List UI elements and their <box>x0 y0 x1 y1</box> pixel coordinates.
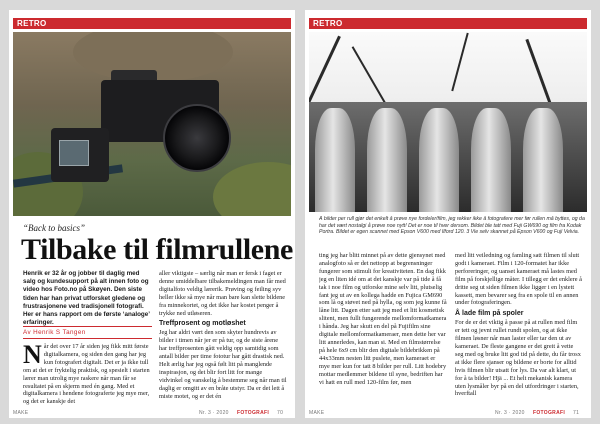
section-bar <box>309 18 587 29</box>
footer-issue: Nr. 3 · 2020 <box>495 410 525 416</box>
body-text: aller viktigste – særlig når man er fersk i faget er denne umiddelbare tilbakemeldingen man får med digitalfoto veldig lærerik. Prøving og feiling syv heller ikke så mye når man bare kan slette bildene fra minnekortet, og det ikke har kostet penger å trykke ned utløseren. <box>159 270 286 317</box>
page-number: 71 <box>573 410 580 416</box>
footer-brand-text: FOTOGRAFI <box>237 410 270 416</box>
body-column-1 <box>23 343 152 409</box>
page-number: 70 <box>277 410 284 416</box>
subheading: Treffprosent og motløshet <box>159 320 246 328</box>
building-bay <box>367 108 407 212</box>
article-kicker: “Back to basics” <box>23 223 85 233</box>
body-text: ting jeg har blitt minnet på av dette gjensynet med analogfoto så er det nettopp at begrensninger fungerer som stimuli for kreativiteten. En dag fikk jeg en liten idé om at det kanskje var på tide å få tak i noe film og utforske mine selv litt, plutselig fant jeg ut av en kollega hadde en Fujica GM690 som lå og støvet ned på hylla, og som jeg kunne få låne litt. Dagen etter satt jeg med et litt kosmetisk slitent, men fullt fungerende mellomformatkamera i hånda. Jeg har skutt en del på Fujifilm sine digitale mellomformatkameraer, men dette her var litt annerledes, kan man si. Med en filmstørrelse på hele 6x9 cm blir den digitale bildebrikken på 44x33mm nesten litt puslete, men kameraet er mye mer kun for tatt 8 bilder per rull. Litt hodebry mottar medlemmer bildene til syne, bedriften har vi hatt en rull med 120-film før, men <box>319 252 447 386</box>
body-column-3 <box>319 252 447 408</box>
section-label: RETRO <box>313 19 343 28</box>
article-headline: Tilbake til filmrullene <box>21 233 293 266</box>
building-bay <box>419 108 459 212</box>
body-text: For de er det viktig å passe på at rullen med film er tett og jevnt rullet rundt spolen, og at ikke filmen løsner når man laster eller tar den ut av kameraet. De fleste gangene er det greit å vette seg med og bruke litt god tid på dette, du får trosx at ikke flere sjanser og bildene er borte for alltid hvis filmen blir utsatt for lys. Da var alt klart, ut for å ta bilder! Hjä ... Et helt mekanisk kamera uten lysmåler byr på en del utfordringer i starten, hverftall <box>455 319 581 398</box>
byline-rule-bottom <box>23 338 152 339</box>
left-page <box>9 10 295 418</box>
subheading: Å lade film på spoler <box>455 310 524 318</box>
footer-issue: Nr. 3 · 2020 <box>199 410 229 416</box>
footer-magazine: MAKE <box>309 410 325 416</box>
photo-caption: Å bilder per rull gjør det enkelt å prøve nye fordeler/film, jeg rekker ikke å fotografere mer før rullen må byttes, og da har det vært nostalgi å prøve noe nytt! Det er noe til hver dersom. Bildet ble tatt med Fuji GW690 og film fra Kodak Portra. Bildet er egen scannet med Epson V600 med Ilford 120. 3 Vie selv skannet på Epson V600 og Fuji Velvia. <box>319 216 585 236</box>
building-bay <box>523 108 563 212</box>
footer-brand <box>533 410 565 416</box>
digital-back-screen <box>59 140 89 166</box>
building-bay <box>471 108 511 212</box>
body-text: Jeg har aldri vært den som skyter hundrevis av bilder i timen når jer er på tur, og de siste årene har treffprosenten gått veldig opp samtidig som antall bilder per time fototur har gått drastisk ned. Helt ærlig har jeg også følt litt på manglende inspirasjon, og det blir fort litt for mange vidvinkel og vanskelig å bestemme seg når man til daglig er omgitt av en bråte utstyr. Da er det lett å miste motet, og er det én <box>159 329 287 400</box>
footer-magazine: MAKE <box>13 410 29 416</box>
drop-cap: N <box>23 343 42 369</box>
byline-rule-top <box>23 326 152 327</box>
article-byline: Av Henrik S Tangen <box>23 329 86 336</box>
body-text: med litt veiledning og famling satt filmen til slutt godt i kameraet. Film i 120-formatet har ikke perforeringer, og uanset kameraet må lastes med film på forskjellige måter. I tillegg er det enklere å dritte seg ut siden filmen ikke ligger i en lystett kassett, men bevarer seg fra en spole til en annen under fotograferingen. <box>455 252 582 307</box>
article-lead: Henrik er 32 år og jobber til daglig med salg og kundesupport på alt innen foto og video hos Foto.no på Skøyen. Den siste tiden har han privat utforsket gledene og frustrasjonene ved tradisjonell fotografi. Her er hans rapport om de første ‘analoge’ erfaringer. <box>23 270 150 327</box>
footer-brand-text: FOTOGRAFI <box>533 410 566 416</box>
right-page <box>305 10 591 418</box>
camera-photo <box>13 32 291 216</box>
footer-brand <box>237 410 269 416</box>
section-bar <box>13 18 291 29</box>
building-photo <box>309 32 587 212</box>
section-label: RETRO <box>17 19 47 28</box>
body-text: år det over 17 år siden jeg fikk mitt første digitalkamera, og siden den gang har jeg kun fotografert digitalt. Det er ja ikke tull om at det er fryktelig praktisk, og spesielt i starten lærer man utrolig mye raskere når man får se resultatet på en skjerm med én gang. Med et digitalkamera i hendene fotograferte jeg mye mer, og det er kanskje det <box>23 343 150 406</box>
body-column-4 <box>455 252 583 408</box>
body-column-2 <box>159 270 287 409</box>
building-bay <box>315 108 355 212</box>
camera-lens <box>163 104 231 172</box>
